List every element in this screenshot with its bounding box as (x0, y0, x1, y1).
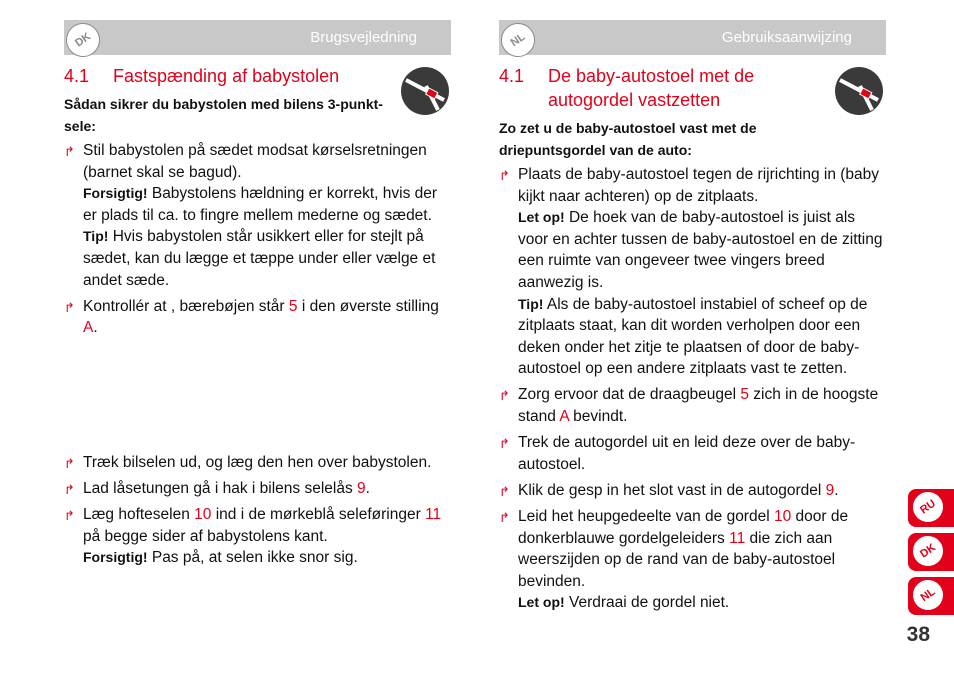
seatbelt-buckle-icon (834, 66, 884, 116)
arrow-icon: ↱ (499, 388, 510, 404)
list-item: ↱ Klik de gesp in het slot vast in de autogordel 9. (499, 480, 887, 502)
warning-label: Forsigtig! (83, 185, 148, 202)
list-item: ↱ Trek de autogordel uit en leid deze over de baby-autostoel. (499, 434, 856, 473)
list-item: ↱ Læg hofteselen 10 ind i de mørkeblå seleføringer 11 på begge sider af babystolens kant. Forsigtig! Pas på, at selen ikke snor sig. (64, 506, 442, 567)
arrow-icon: ↱ (64, 299, 75, 315)
warning-label: Let op! (518, 594, 565, 611)
tip-label: Tip! (83, 228, 109, 245)
reference-number: 11 (729, 529, 746, 547)
seatbelt-buckle-icon (400, 66, 450, 116)
intro-text: Zo zet u de baby-autostoel vast met de driepuntsgordel van de auto: (499, 120, 757, 158)
arrow-icon: ↱ (499, 509, 510, 525)
reference-number: 5 (740, 386, 749, 404)
section-number: 4.1 (64, 66, 90, 86)
language-tab-ru[interactable] (908, 489, 954, 527)
section-heading: De baby-autostoel met de autogordel vastzetten (548, 66, 755, 110)
reference-number: 10 (773, 507, 792, 525)
arrow-icon: ↱ (499, 436, 510, 452)
reference-number: 11 (425, 506, 442, 524)
column-nl (499, 20, 886, 640)
language-badge-dk: DK (906, 529, 951, 574)
reference-number: 9 (357, 480, 366, 498)
arrow-icon: ↱ (64, 482, 75, 498)
reference-number: 5 (288, 297, 298, 315)
arrow-icon: ↱ (64, 144, 75, 159)
header-title: Brugsvejledning (310, 29, 417, 46)
header-title: Gebruiksaanwijzing (721, 29, 852, 46)
intro-text: Sådan sikrer du babystolen med bilens 3-punkt-sele: (64, 96, 383, 134)
header-bar (64, 20, 451, 55)
step-list-2 (64, 452, 446, 573)
section-heading: Fastspænding af babystolen (113, 66, 340, 86)
arrow-icon: ↱ (64, 456, 75, 471)
reference-letter: A (83, 319, 94, 337)
reference-letter: A (559, 408, 569, 426)
language-badge-dk: DK (59, 16, 106, 63)
language-tab-dk[interactable] (908, 533, 954, 571)
list-item: ↱ Plaats de baby-autostoel tegen de rijrichting in (baby kijkt naar achteren) op de zitplaats. Let op! De hoek van de baby-autostoel is juist als voor en achter tussen de baby-autostoel en de zitting een ruimte van ongeveer twee vingers breed aanwezig is. Tip! Als de baby-autostoel instabiel of scheef op de zitplaats staat, kan dit worden verholpen door een deken onder het zitje te plaatsen of door de baby-autostoel op een andere zitplaats vast te zetten. (499, 166, 883, 378)
header-bar (499, 20, 886, 55)
reference-number: 9 (825, 481, 835, 499)
arrow-icon: ↱ (499, 168, 510, 183)
language-badge-ru: RU (906, 485, 951, 530)
list-item: ↱ Træk bilselen ud, og læg den hen over babystolen. (64, 452, 446, 474)
list-item: ↱ Stil babystolen på sædet modsat kørselsretningen (barnet skal se bagud). Forsigtig! Babystolens hældning er korrekt, hvis der er plads til ca. to fingre mellem mederne og sædet. Tip! Hvis babystolen står usikkert eller for stejlt på sædet, kan du lægge et tæppe under eller vælge et andet sæde. (64, 142, 438, 289)
list-item: ↱ Lad låsetungen gå i hak i bilens selelås 9. (64, 478, 446, 500)
reference-number: 10 (194, 506, 212, 524)
language-badge-nl: NL (494, 16, 541, 63)
language-tab-nl[interactable] (908, 577, 954, 615)
page-number: 38 (906, 623, 930, 646)
step-list-1 (64, 140, 446, 343)
section-title (64, 64, 339, 88)
list-item: ↱ Leid het heupgedeelte van de gordel 10 door de donkerblauwe gordelgeleiders 11 die zich aan weerszijden op de rand van de baby-autostoel bevinden. Let op! Verdraai de gordel niet. (499, 507, 849, 612)
arrow-icon: ↱ (499, 483, 510, 499)
list-item: ↱ Kontrollér at , bærebøjen står 5 i den øverste stilling A. (64, 297, 439, 337)
language-badge-nl: NL (906, 573, 951, 618)
section-title (499, 64, 809, 112)
list-item: ↱ Zorg ervoor dat de draagbeugel 5 zich in de hoogste stand A bevindt. (499, 386, 879, 426)
step-list (499, 164, 887, 618)
column-dk (64, 20, 451, 620)
section-number: 4.1 (499, 66, 525, 86)
arrow-icon: ↱ (64, 508, 75, 524)
tip-label: Tip! (518, 295, 544, 312)
warning-label: Let op! (518, 209, 565, 226)
warning-label: Forsigtig! (83, 549, 148, 566)
